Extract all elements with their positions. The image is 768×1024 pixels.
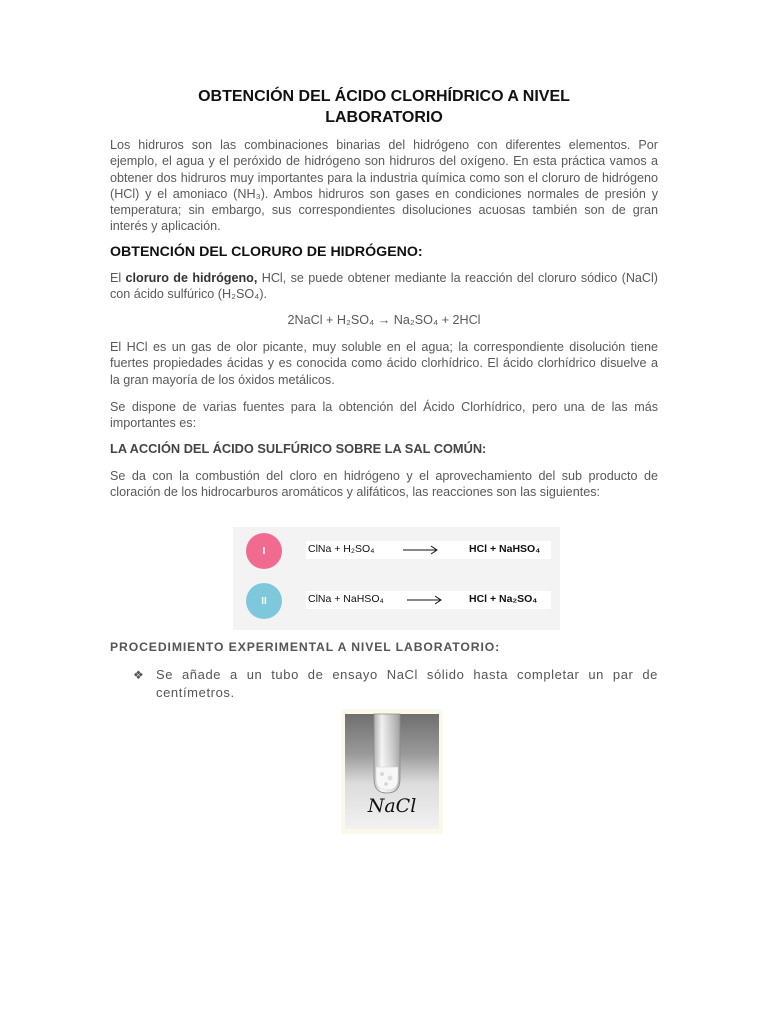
section-heading-hcl: OBTENCIÓN DEL CLORURO DE HIDRÓGENO: — [110, 244, 423, 260]
reaction-2-reactants: ClNa + NaHSO₄ — [308, 593, 384, 605]
photo-caption: NaCl — [367, 795, 417, 817]
reaction-badge-2-label: II — [261, 595, 267, 607]
reaction-equation: 2NaCl + H₂SO₄ → Na₂SO₄ + 2HCl — [287, 313, 481, 327]
hcl-p1-rest: HCl, se puede obtener mediante la reacción del cloruro sódico (NaCl) con ácido sulfúrico (H₂SO₄). — [110, 271, 659, 302]
section-heading-sulfuric: LA ACCIÓN DEL ÁCIDO SULFÚRICO SOBRE LA SAL COMÚN: — [110, 441, 487, 456]
reaction-badge-1 — [246, 533, 282, 569]
hcl-p1-start: El — [110, 271, 126, 285]
reaction-1-products: HCl + NaHSO₄ — [469, 543, 541, 555]
hcl-paragraph-2: El HCl es un gas de olor picante, muy soluble en el agua; la correspondiente disolución tiene fuertes propiedades ácidas y es conocida como ácido clorhídrico. El ácido clorhídrico disuelve a la gran mayoría de los óxidos metálicos. — [110, 340, 658, 387]
reaction-1-reactants: ClNa + H₂SO₄ — [308, 543, 375, 555]
reaction-badge-2 — [246, 583, 282, 619]
arrow-right-icon — [406, 594, 446, 606]
hcl-paragraph-3: Se dispone de varias fuentes para la obtención del Ácido Clorhídrico, pero una de las más importantes es: — [110, 400, 658, 431]
intro-paragraph: Los hidruros son las combinaciones binarias del hidrógeno con diferentes elementos. Por ejemplo, el agua y el peróxido de hidrógeno son hidruros del oxígeno. En esta práctica vamos a obtener dos hidruros muy importantes para la industria química como son el cloruro de hidrógeno (HCl) y el amoniaco (NH₃). Ambos hidruros son gases en condiciones normales de presión y temperatura; sin embargo, sus correspondientes disoluciones acuosas también son de gran interés y aplicación. — [110, 138, 658, 234]
arrow-right-icon — [402, 544, 442, 556]
reactions-figure — [233, 527, 560, 630]
hcl-p1-bold: cloruro de hidrógeno, — [125, 271, 258, 285]
reaction-badge-1-label: I — [262, 545, 266, 557]
procedure-step-1: Se añade a un tubo de ensayo NaCl sólido hasta completar un par de centímetros. — [156, 667, 658, 700]
nacl-test-tube-photo — [341, 709, 443, 834]
diamond-bullet-icon: ❖ — [133, 668, 144, 682]
document-title: OBTENCIÓN DEL ÁCIDO CLORHÍDRICO A NIVEL LABORATORIO — [198, 88, 570, 126]
section-heading-procedure: PROCEDIMIENTO EXPERIMENTAL A NIVEL LABORATORIO: — [110, 640, 501, 654]
sulfuric-paragraph: Se da con la combustión del cloro en hidrógeno y el aprovechamiento del sub producto de cloración de los hidrocarburos aromáticos y alifáticos, las reacciones son las siguientes: — [110, 469, 658, 500]
reaction-2-products: HCl + Na₂SO₄ — [469, 593, 538, 605]
hcl-paragraph-1 — [110, 270, 658, 303]
